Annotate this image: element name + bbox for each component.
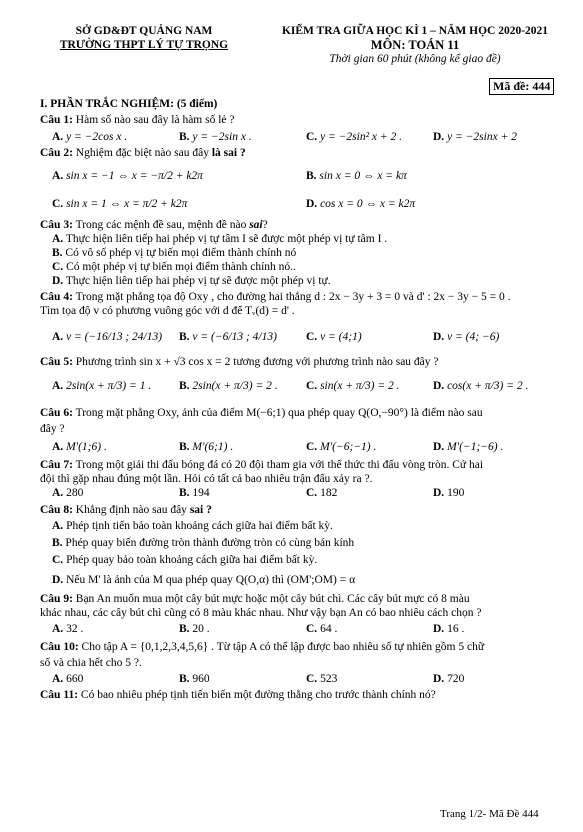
option-a: A. 660: [52, 673, 84, 685]
exam-code-box: Mã đề: 444: [489, 78, 554, 95]
question-4-options: [40, 321, 560, 353]
question-9: Câu 9: Bạn An muốn mua một cây bút mực hoặc một cây bút chì. Các cây bút mực có 8 màu: [40, 593, 470, 605]
option-c: C. y = −2sin² x + 2 .: [306, 131, 403, 143]
option-c: C. v = (4;1): [306, 331, 362, 343]
question-8-option-b: B. Phép quay biến đường tròn thành đường tròn có cùng bán kính: [52, 537, 355, 549]
option-a: A. 280: [52, 487, 84, 499]
question-2-options-row1: [40, 163, 560, 188]
school-name: TRƯỜNG THPT LÝ TỰ TRỌNG: [59, 39, 229, 51]
question-6-line2: đây ?: [40, 423, 65, 435]
school-header: [44, 24, 244, 52]
option-b: B. v = (−6/13 ; 4/13): [179, 331, 277, 343]
question-7-options: [40, 486, 560, 500]
option-b: B. 960: [179, 673, 210, 685]
question-3-option-a: A. Thực hiện liên tiếp hai phép vị tự tâm I sẽ được một phép vị tự tâm I .: [52, 233, 388, 245]
question-9-options: [40, 622, 560, 636]
question-8-option-c: C. Phép quay bảo toàn khoảng cách giữa hai điểm bất kỳ.: [52, 554, 318, 566]
exam-duration: Thời gian 60 phút (không kể giao đề): [329, 53, 501, 65]
option-d: D. 190: [433, 487, 465, 499]
question-8-option-a: A. Phép tịnh tiến bảo toàn khoảng cách giữa hai điểm bất kỳ.: [52, 520, 333, 532]
question-11: Câu 11: Có bao nhiêu phép tịnh tiến biến một đường thẳng cho trước thành chính nó?: [40, 689, 436, 701]
question-1-options: [40, 130, 560, 144]
option-d: D. v = (4; −6): [433, 331, 500, 343]
option-d: D. cos x = 0 ⇔ x = k2π: [306, 197, 416, 210]
option-d: D. M'(−1;−6) .: [433, 441, 504, 453]
question-5: Câu 5: Phương trình sin x + √3 cos x = 2 tương đương với phương trình nào sau đây ?: [40, 356, 439, 368]
question-5-options: [40, 372, 560, 400]
option-a: A. 2sin(x + π/3) = 1 .: [52, 380, 152, 392]
question-4-line2: Tìm tọa độ v có phương vuông góc với d để Tᵥ(d) = d' .: [40, 305, 295, 317]
option-b: B. y = −2sin x .: [179, 131, 252, 143]
question-8-option-d: D. Nếu M' là ảnh của M qua phép quay Q(O,α) thì (OM';OM) = α: [52, 574, 356, 586]
department-name: SỞ GD&ĐT QUẢNG NAM: [75, 25, 213, 37]
question-4: Câu 4: Trong mặt phẳng tọa độ Oxy , cho đường hai thẳng d : 2x − 3y + 3 = 0 và d' : 2x − 3y − 5 = 0 .: [40, 291, 511, 303]
page-footer: Trang 1/2- Mã Đề 444: [440, 808, 539, 820]
question-3-option-c: C. Có một phép vị tự biến mọi điểm thành chính nó..: [52, 261, 296, 273]
question-9-line2: khác nhau, các cây bút chì cũng có 8 màu khác nhau. Như vậy bạn An có bao nhiêu cách chọn ?: [40, 607, 482, 619]
option-d: D. y = −2sinx + 2: [433, 131, 517, 143]
question-3-option-d: D. Thực hiện liên tiếp hai phép vị tự sẽ được một phép vị tự.: [52, 275, 331, 287]
option-b: B. 194: [179, 487, 210, 499]
option-c: C. 182: [306, 487, 338, 499]
question-2-options-row2: [40, 191, 560, 216]
option-d: D. cos(x + π/3) = 2 .: [433, 380, 529, 392]
option-b: B. sin x = 0 ⇔ x = kπ: [306, 169, 407, 182]
question-7: Câu 7: Trong một giải thi đấu bóng đá có 20 đội tham gia với thể thức thi đấu vòng tròn. Cứ hai: [40, 459, 484, 471]
option-a: A. y = −2cos x .: [52, 131, 128, 143]
option-b: B. M'(6;1) .: [179, 441, 234, 453]
option-b: B. 2sin(x + π/3) = 2 .: [179, 380, 278, 392]
question-7-line2: đội thì gặp nhau đúng một lần. Hỏi có tất cả bao nhiêu trận đấu xảy ra ?.: [40, 473, 373, 485]
question-6-options: [40, 440, 560, 454]
option-c: C. 64 .: [306, 623, 338, 635]
option-a: A. sin x = −1 ⇔ x = −π/2 + k2π: [52, 169, 203, 182]
exam-title: KIỂM TRA GIỮA HỌC KÌ 1 – NĂM HỌC 2020-2021: [281, 25, 549, 37]
option-d: D. 720: [433, 673, 465, 685]
question-3-option-b: B. Có vô số phép vị tự biến mọi điểm thành chính nó: [52, 247, 297, 259]
option-a: A. v = (−16/13 ; 24/13): [52, 331, 163, 343]
question-list: [40, 97, 560, 702]
option-c: C. sin x = 1 ⇔ x = π/2 + k2π: [52, 197, 188, 210]
option-d: D. 16 .: [433, 623, 465, 635]
question-6: Câu 6: Trong mặt phẳng Oxy, ảnh của điểm M(−6;1) qua phép quay Q(O,−90°) là điểm nào sau: [40, 407, 483, 419]
option-a: A. 32 .: [52, 623, 84, 635]
question-8: Câu 8: Khẳng định nào sau đây sai ?: [40, 504, 212, 516]
exam-header: [265, 24, 565, 66]
question-10: Câu 10: Cho tập A = {0,1,2,3,4,5,6} . Từ tập A có thể lập được bao nhiêu số tự nhiên gồm 5 chữ: [40, 641, 485, 653]
question-3: Câu 3: Trong các mệnh đề sau, mệnh đề nào sai?: [40, 219, 268, 231]
question-10-line2: số và chia hết cho 5 ?.: [40, 657, 142, 669]
exam-subject: MÔN: TOÁN 11: [370, 38, 460, 52]
question-2: Câu 2: Nghiệm đặc biệt nào sau đây là sai ?: [40, 147, 246, 159]
option-a: A. M'(1;6) .: [52, 441, 107, 453]
option-c: C. sin(x + π/3) = 2 .: [306, 380, 400, 392]
question-1: Câu 1: Hàm số nào sau đây là hàm số lẻ ?: [40, 114, 235, 126]
option-b: B. 20 .: [179, 623, 210, 635]
section-title: I. PHẦN TRẮC NGHIỆM: (5 điểm): [40, 98, 218, 110]
option-c: C. M'(−6;−1) .: [306, 441, 377, 453]
option-c: C. 523: [306, 673, 338, 685]
question-10-options: [40, 672, 560, 686]
